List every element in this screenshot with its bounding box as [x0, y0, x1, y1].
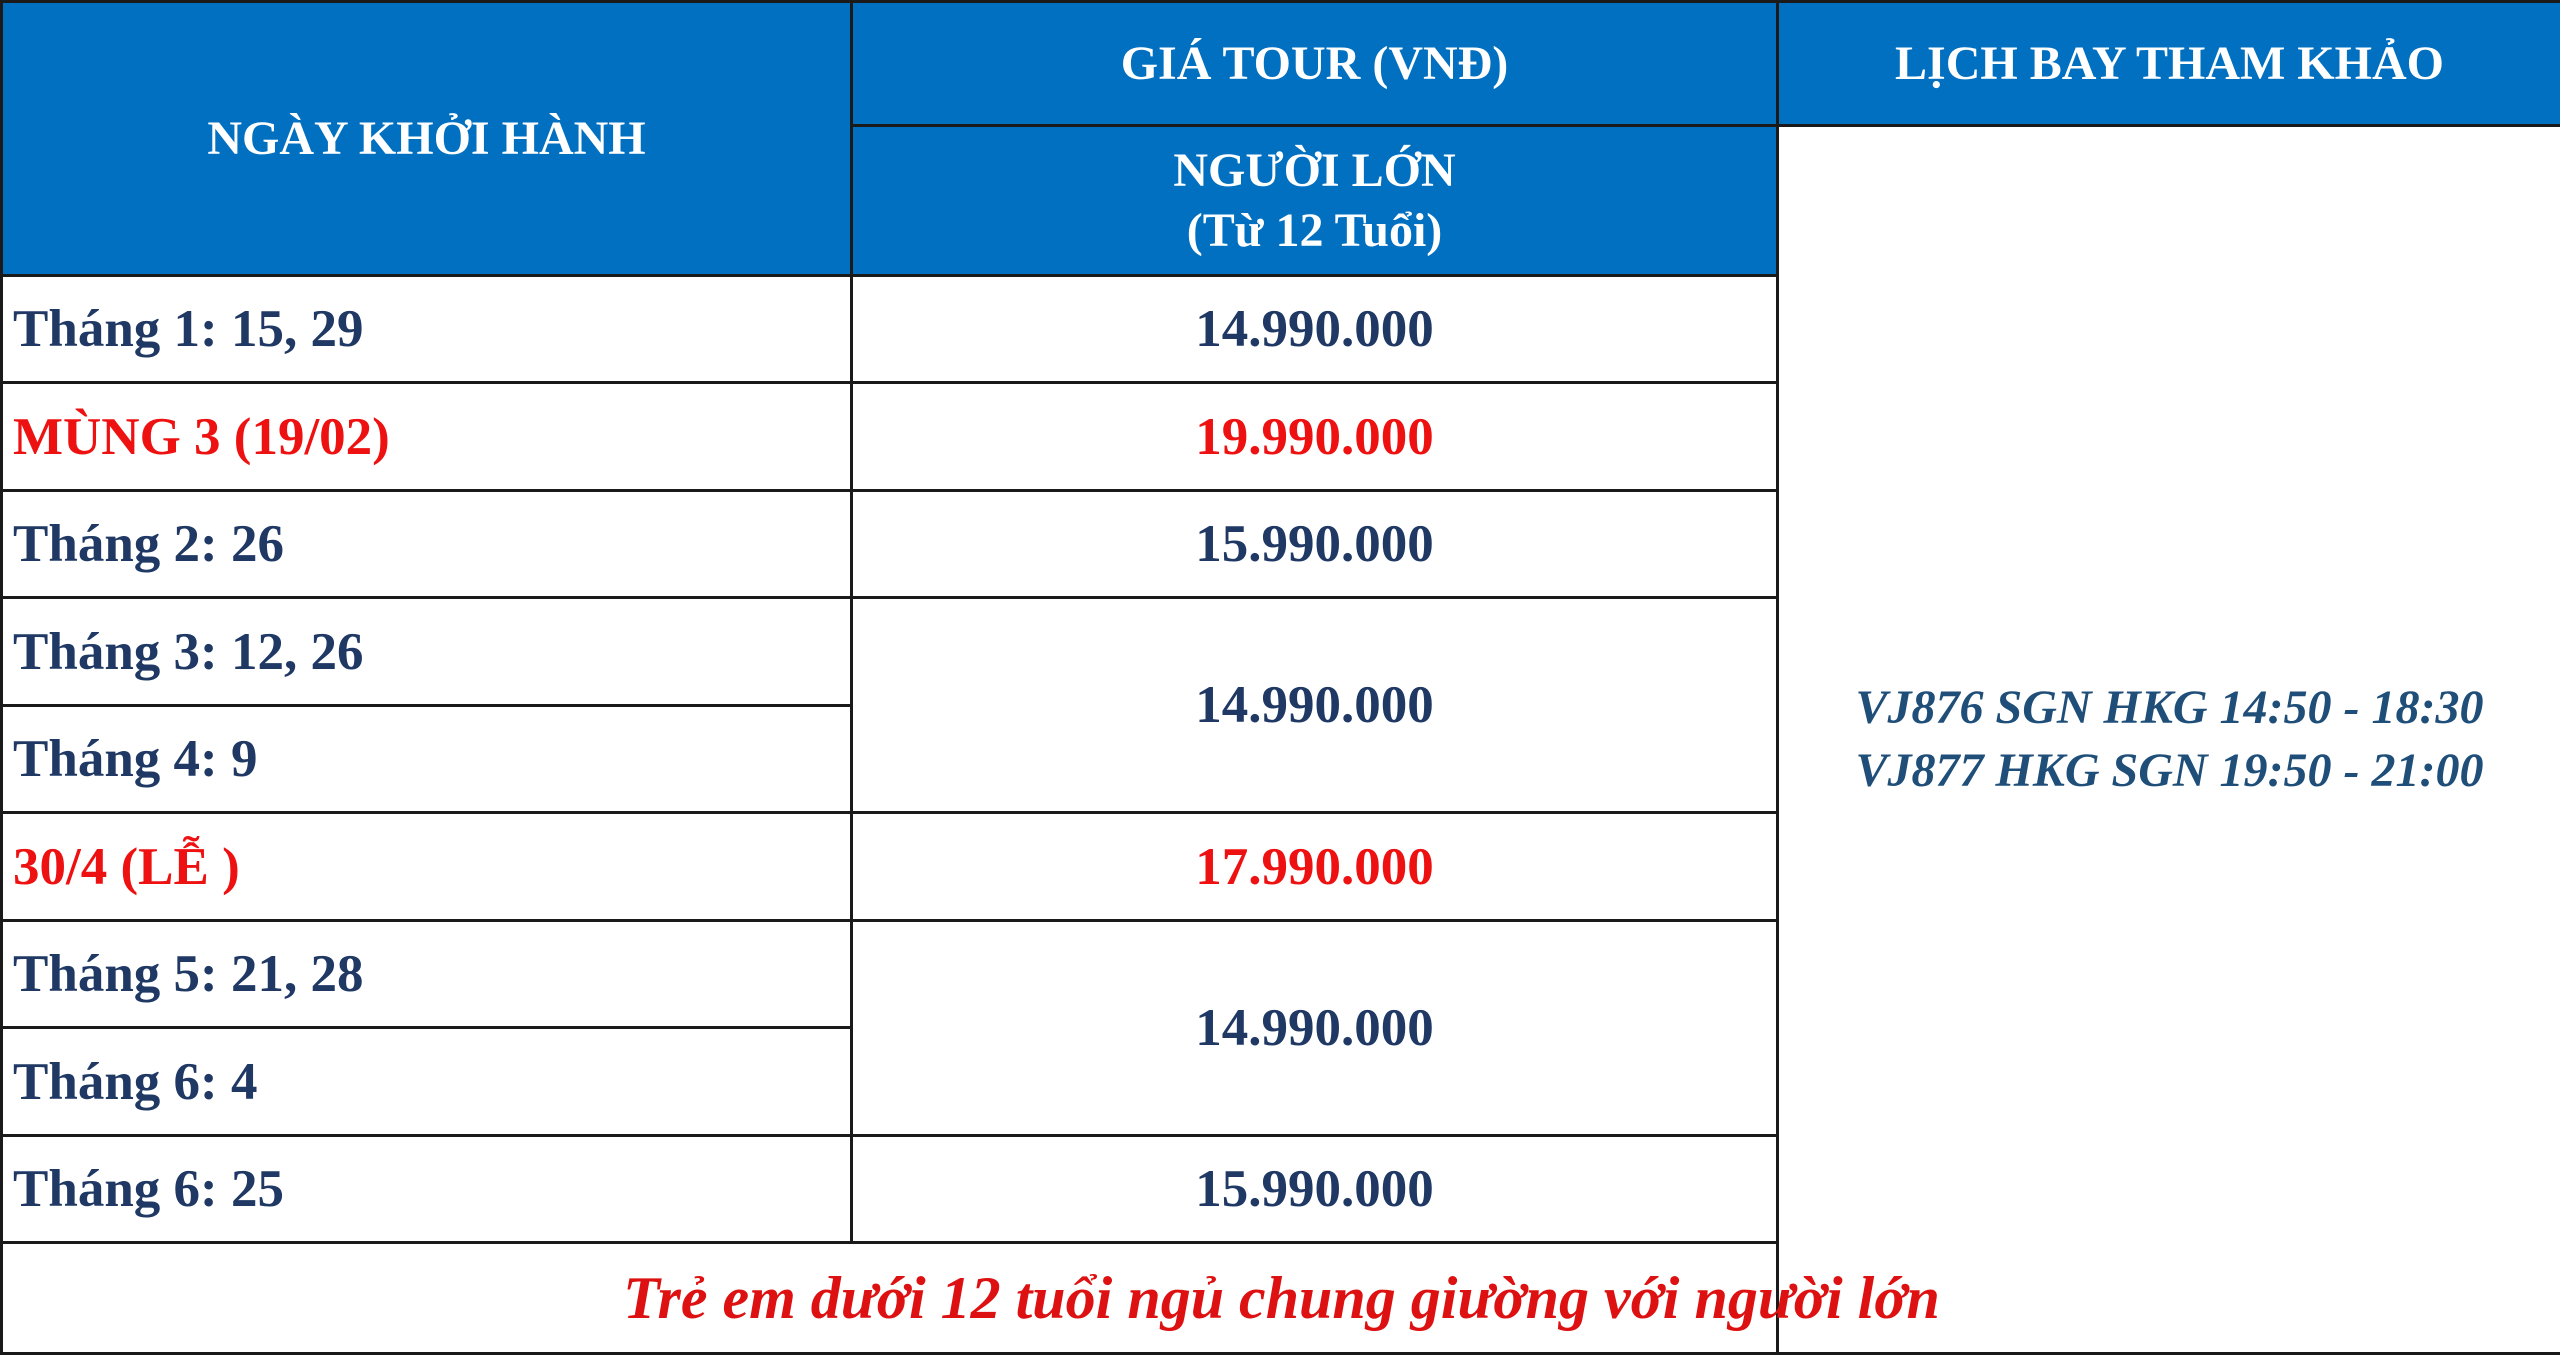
header-tour-price: GIÁ TOUR (VNĐ)	[852, 2, 1778, 126]
departure-date: Tháng 3: 12, 26	[2, 598, 852, 706]
tour-price-merged: 14.990.000	[852, 921, 1778, 1136]
departure-date-holiday: MÙNG 3 (19/02)	[2, 383, 852, 491]
tour-price-holiday: 19.990.000	[852, 383, 1778, 491]
flight-return: VJ877 HKG SGN 19:50 - 21:00	[1779, 740, 2560, 802]
tour-price: 15.990.000	[852, 491, 1778, 598]
flight-schedule-cell	[1778, 126, 2560, 1354]
adult-age-label: (Từ 12 Tuổi)	[853, 201, 1776, 261]
flight-outbound: VJ876 SGN HKG 14:50 - 18:30	[1779, 677, 2560, 739]
departure-date-holiday: 30/4 (LỄ )	[2, 813, 852, 921]
header-departure-date: NGÀY KHỞI HÀNH	[2, 2, 852, 276]
departure-date: Tháng 4: 9	[2, 706, 852, 813]
adult-label: NGƯỜI LỚN	[853, 141, 1776, 201]
children-note: Trẻ em dưới 12 tuổi ngủ chung giường với người lớn	[2, 1243, 2560, 1354]
header-adult-price	[852, 126, 1778, 276]
tour-price: 15.990.000	[852, 1136, 1778, 1243]
tour-price-holiday: 17.990.000	[852, 813, 1778, 921]
departure-date: Tháng 6: 4	[2, 1028, 852, 1136]
header-flight-schedule: LỊCH BAY THAM KHẢO	[1778, 2, 2560, 126]
departure-date: Tháng 6: 25	[2, 1136, 852, 1243]
tour-price: 14.990.000	[852, 276, 1778, 383]
departure-date: Tháng 2: 26	[2, 491, 852, 598]
tour-price-merged: 14.990.000	[852, 598, 1778, 813]
departure-date: Tháng 1: 15, 29	[2, 276, 852, 383]
departure-date: Tháng 5: 21, 28	[2, 921, 852, 1028]
